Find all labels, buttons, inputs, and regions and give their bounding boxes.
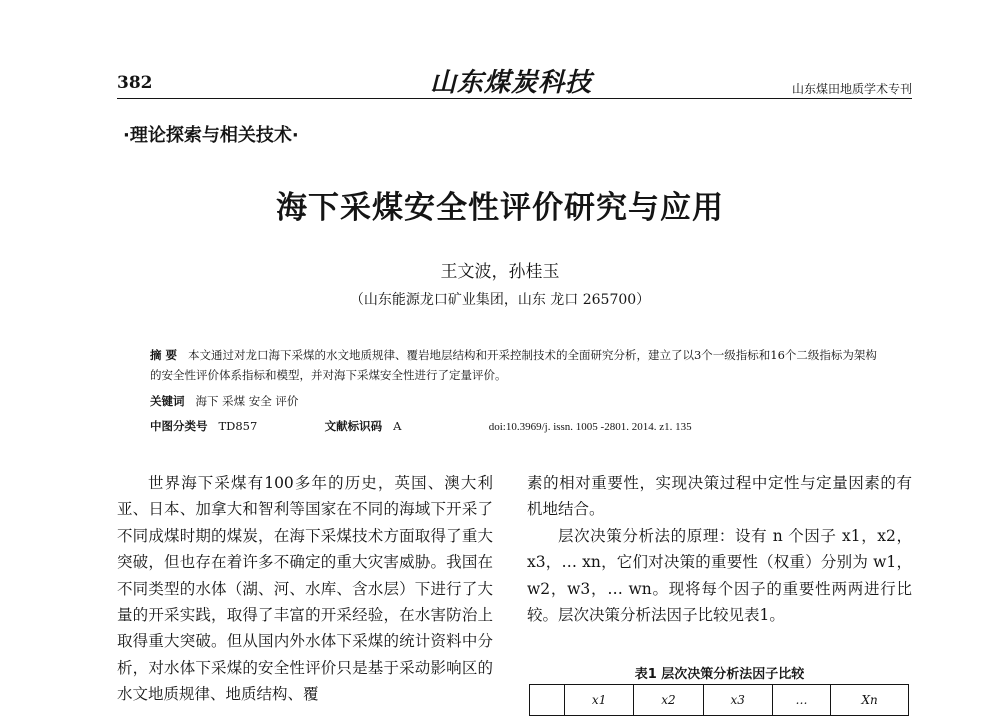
section-label: ·理论探索与相关技术· bbox=[123, 125, 299, 146]
right-paragraph-2: 层次决策分析法的原理：设有 n 个因子 x1，x2，x3，… xn，它们对决策的重要性（权重）分别为 w1，w2，w3，… wn。现将每个因子的重要性两两进行比较。层次决策分析法因子比较见表1。 bbox=[527, 526, 912, 625]
classification-row bbox=[150, 418, 692, 434]
keywords-label: 关键词 bbox=[150, 394, 185, 408]
factor-comparison-table bbox=[529, 684, 909, 716]
table-caption: 表1 层次决策分析法因子比较 bbox=[634, 667, 805, 682]
article-title: 海下采煤安全性评价研究与应用 bbox=[276, 190, 724, 226]
table-header-row bbox=[530, 685, 909, 716]
doi: doi:10.3969/j. issn. 1005 -2801. 2014. z1. 135 bbox=[488, 421, 692, 433]
table-header-cell bbox=[530, 685, 565, 716]
table-header-cell: Xn bbox=[831, 685, 909, 716]
table-header-cell: x2 bbox=[634, 685, 703, 716]
authors: 王文波，孙桂玉 bbox=[440, 262, 560, 282]
journal-logo: 山东煤炭科技 bbox=[430, 68, 593, 98]
body-right-column bbox=[527, 470, 912, 628]
abstract bbox=[150, 345, 885, 385]
body-left-column bbox=[117, 470, 493, 708]
header-rule bbox=[117, 98, 912, 99]
doc-code-label: 文献标识码 bbox=[324, 419, 383, 433]
keywords-text: 海下 采煤 安全 评价 bbox=[195, 394, 299, 408]
affiliation: （山东能源龙口矿业集团，山东 龙口 265700） bbox=[349, 292, 651, 308]
table-header-cell: x3 bbox=[703, 685, 772, 716]
page-number: 382 bbox=[117, 73, 153, 93]
table-header-cell: … bbox=[772, 685, 830, 716]
abstract-label: 摘 要 bbox=[150, 348, 178, 362]
abstract-text: 本文通过对龙口海下采煤的水文地质规律、覆岩地层结构和开采控制技术的全面研究分析，建立了以3个一级指标和16个二级指标为架构的安全性评价体系指标和模型，并对海下采煤安全性进行了定量评价。 bbox=[150, 348, 877, 382]
doc-code-value: A bbox=[393, 419, 402, 433]
left-paragraph: 世界海下采煤有100多年的历史，英国、澳大利亚、日本、加拿大和智利等国家在不同的海域下开采了不同成煤时期的煤炭，在海下采煤技术方面取得了重大突破，但也存在着许多不确定的重大灾害威胁。我国在不同类型的水体（湖、河、水库、含水层）下进行了大量的开采实践，取得了丰富的开采经验，在水害防治上取得重大突破。但从国内外水体下采煤的统计资料中分析，对水体下采煤的安全性评价只是基于采动影响区的水文地质规律、地质结构、覆 bbox=[117, 474, 493, 704]
right-paragraph-1: 素的相对重要性，实现决策过程中定性与定量因素的有机地结合。 bbox=[527, 474, 912, 519]
table-header-cell: x1 bbox=[565, 685, 634, 716]
keywords bbox=[150, 393, 298, 409]
clc-value: TD857 bbox=[218, 419, 258, 433]
clc-label: 中图分类号 bbox=[150, 419, 208, 433]
special-issue-label: 山东煤田地质学术专刊 bbox=[791, 82, 912, 96]
